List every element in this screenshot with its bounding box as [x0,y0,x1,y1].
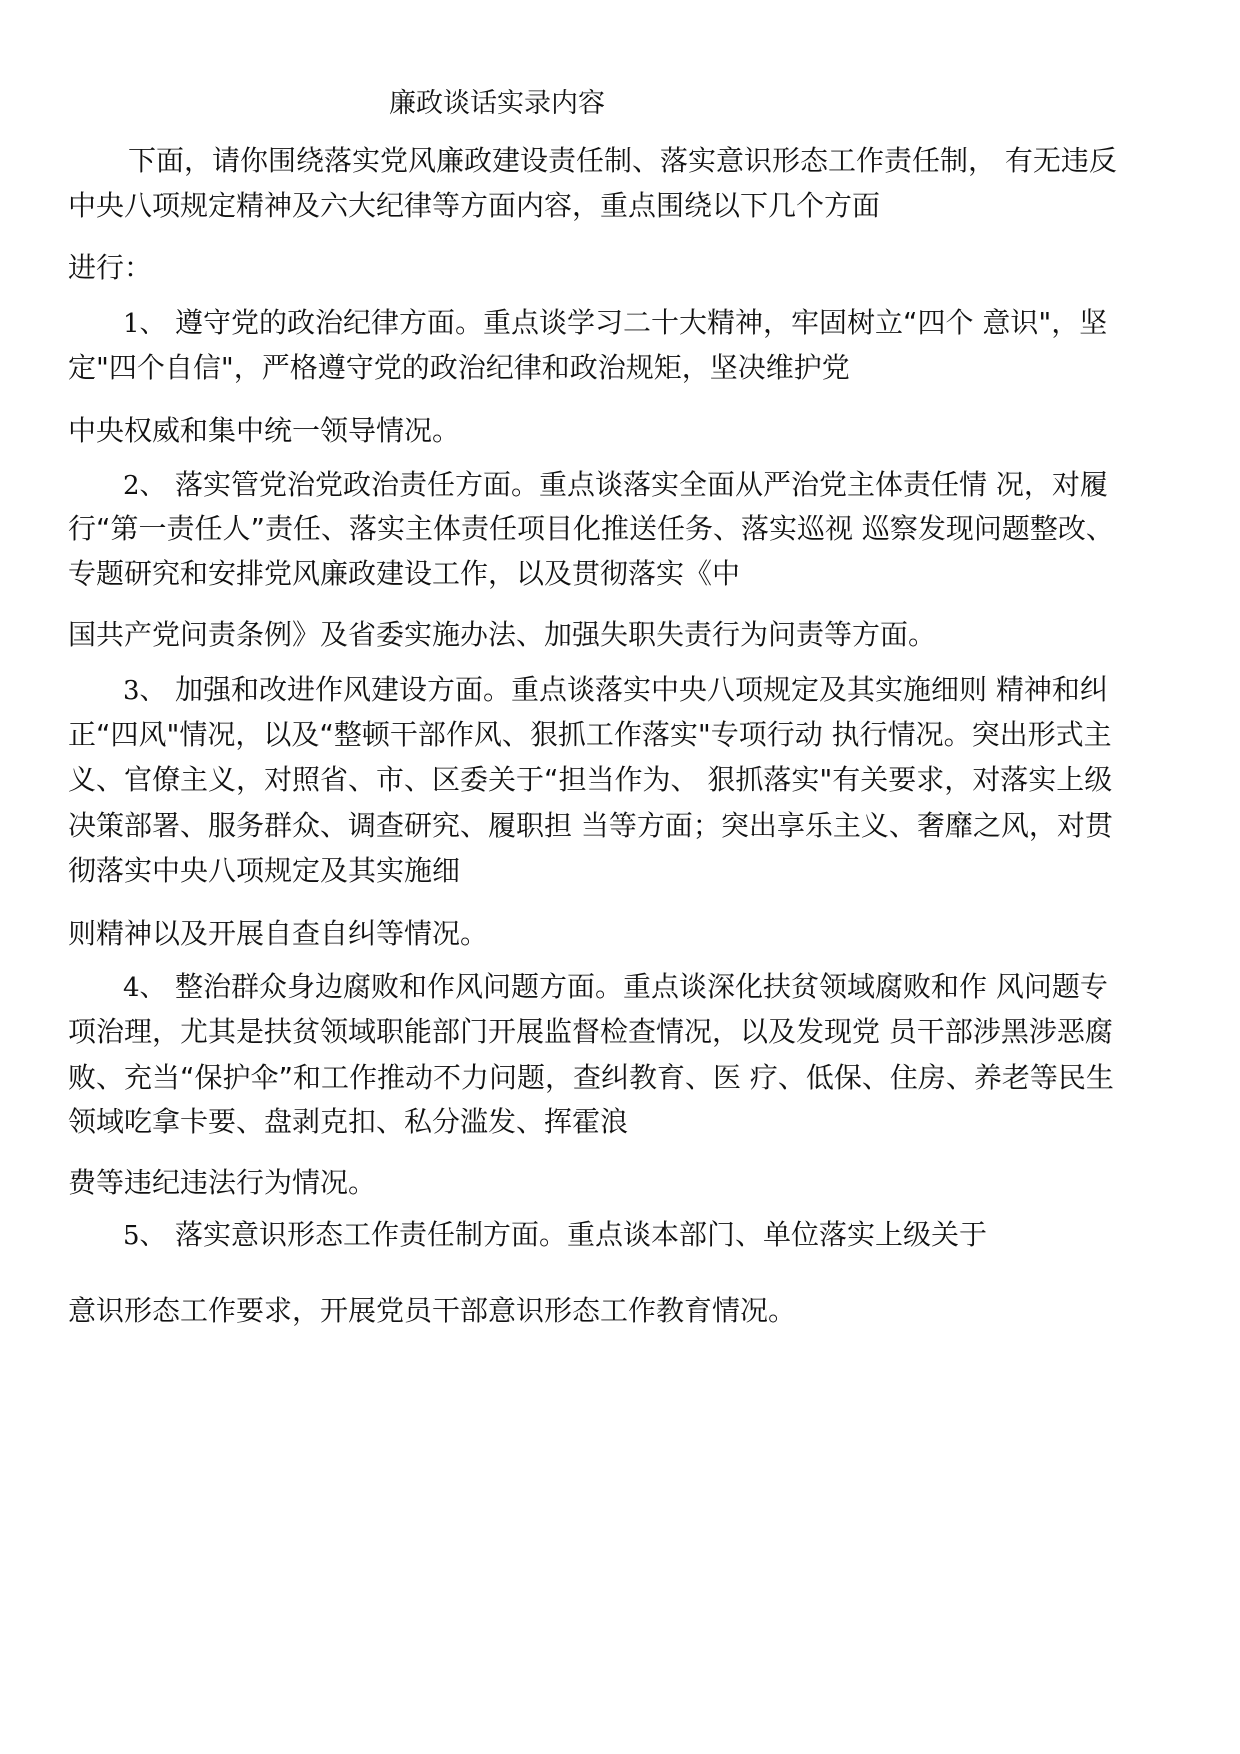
item-3-line-4: 决策部署、服务群众、调查研究、履职担 当等方面；突出享乐主义、奢靡之风，对贯 [68,809,1113,842]
item-1-line-2: 定"四个自信"，严格遵守党的政治纪律和政治规矩，坚决维护党 [68,351,850,384]
document-title: 廉政谈话实录内容 [389,88,605,119]
item-2-line-2: 行“第一责任人”责任、落实主体责任项目化推送任务、落实巡视 巡察发现问题整改、 [68,512,1114,545]
item-3-line-5: 彻落实中央八项规定及其实施细 [68,854,461,887]
item-5-line-2: 意识形态工作要求，开展党员干部意识形态工作教育情况。 [68,1294,797,1327]
item-4-line-5: 费等违纪违法行为情况。 [68,1166,377,1199]
intro-line-3: 进行： [68,251,153,284]
item-2-line-4: 国共产党问责条例》及省委实施办法、加强失职失责行为问责等方面。 [68,618,937,651]
item-3-line-2: 正“四风"情况，以及“整顿干部作风、狠抓工作落实"专项行动 执行情况。突出形式主 [68,718,1112,751]
item-4-line-3: 败、充当“保护伞”和工作推动不力问题，查纠教育、医 疗、低保、住房、养老等民生 [68,1061,1114,1094]
item-3-line-1: 3、 加强和改进作风建设方面。重点谈落实中央八项规定及其实施细则 精神和纠 [123,672,1108,709]
item-1-line-1: 1、 遵守党的政治纪律方面。重点谈学习二十大精神，牢固树立“四个 意识"，坚 [123,305,1107,342]
item-2-line-1: 2、 落实管党治党政治责任方面。重点谈落实全面从严治党主体责任情 况，对履 [123,467,1108,504]
item-number: 1、 [123,309,166,339]
item-4-line-1: 4、 整治群众身边腐败和作风问题方面。重点谈深化扶贫领域腐败和作 风问题专 [123,969,1108,1006]
item-number: 5、 [123,1221,166,1251]
item-2-line-3: 专题研究和安排党风廉政建设工作，以及贯彻落实《中 [68,557,741,590]
item-4-line-4: 领域吃拿卡要、盘剥克扣、私分滥发、挥霍浪 [68,1105,629,1138]
intro-line-2: 中央八项规定精神及六大纪律等方面内容，重点围绕以下几个方面 [68,189,881,222]
item-number: 2、 [123,471,166,501]
item-3-line-6: 则精神以及开展自查自纠等情况。 [68,917,489,950]
item-4-line-2: 项治理，尤其是扶贫领域职能部门开展监督检查情况，以及发现党 员干部涉黑涉恶腐 [68,1015,1113,1048]
item-number: 3、 [123,676,166,706]
intro-line-1: 下面，请你围绕落实党风廉政建设责任制、落实意识形态工作责任制， 有无违反 [128,144,1117,177]
item-number: 4、 [123,973,166,1003]
item-3-line-3: 义、官僚主义，对照省、市、区委关于“担当作为、 狠抓落实"有关要求，对落实上级 [68,763,1113,796]
item-5-line-1: 5、 落实意识形态工作责任制方面。重点谈本部门、单位落实上级关于 [123,1217,987,1254]
item-1-line-3: 中央权威和集中统一领导情况。 [68,414,461,447]
